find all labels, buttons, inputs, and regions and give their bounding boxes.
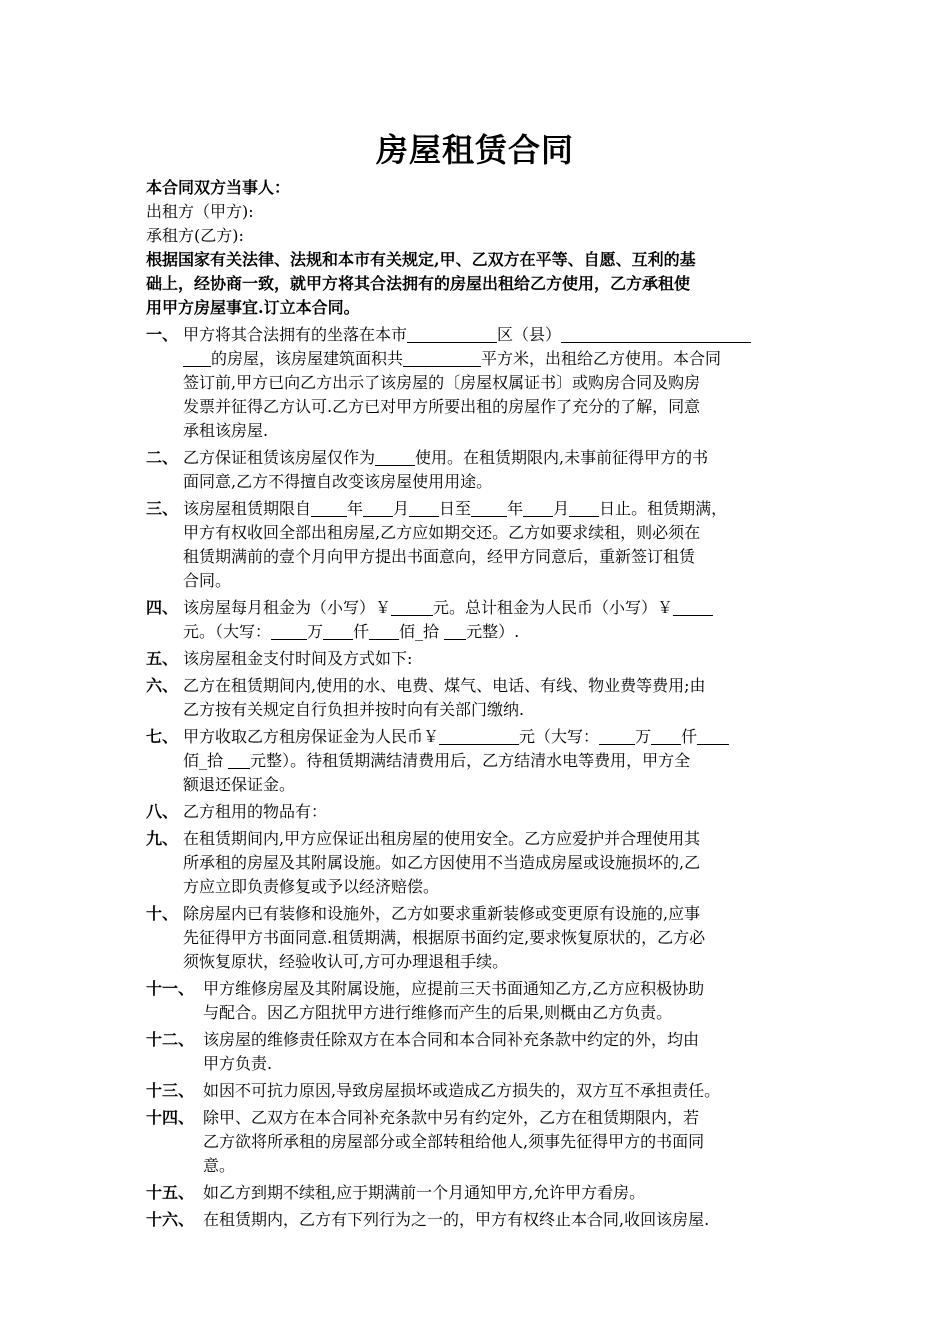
clause [146,725,816,797]
fill-in-blank[interactable] [407,325,497,343]
clause-number: 六、 [146,676,179,695]
clause-text: 平方米，出租给乙方使用。本合同 [481,349,722,368]
clause-text: 在租赁期内，乙方有下列行为之一的，甲方有权终止本合同,收回该房屋. [203,1210,710,1229]
clause-line [183,497,816,521]
clause-text: 乙方在租赁期间内,使用的水、电费、煤气、电话、有线、物业费等费用;由 [183,676,706,695]
clause-text: 元整）. [466,622,520,641]
clause-text: 甲方负责. [203,1054,273,1073]
clause-text: 年 [347,499,364,518]
clause-line [183,545,816,569]
clause-text: 与配合。因乙方阻扰甲方进行维修而产生的后果,则概由乙方负责。 [203,1003,673,1022]
clause-line [183,875,816,899]
clause-number: 五、 [146,649,179,668]
clause-line [203,1130,816,1154]
clause-text: 年 [507,499,524,518]
clause-line [183,725,816,749]
clause-text: 区（县） [497,325,562,344]
clause-text: 除房屋内已有装修和设施外，乙方如要求重新装修或变更原有设施的,应事 [183,904,701,923]
clause-line [183,521,816,545]
fill-in-blank[interactable] [183,349,211,367]
clause-number: 十四、 [146,1108,195,1127]
clause-text: 额退还保证金。 [183,775,296,794]
clause [146,323,816,443]
clause-text: 须恢复原状，经验收认可,方可办理退租手续。 [183,952,509,971]
clause-line [183,596,816,620]
clause-line [203,1208,816,1232]
clause-text: 元。总计租金为人民币（小写）￥ [433,598,674,617]
clause-text: 乙方欲将所承租的房屋部分或全部转租给他人,须事先征得甲方的书面同 [203,1132,705,1151]
clause-text: 甲方维修房屋及其附属设施，应提前三天书面通知乙方,乙方应积极协助 [203,979,705,998]
clause-line [183,371,816,395]
clause-line [183,647,816,671]
fill-in-blank[interactable] [561,325,751,343]
clause-list [146,323,816,1232]
clause-line [203,1181,816,1205]
clause-line [183,827,816,851]
clause-text: 租赁期满前的壹个月向甲方提出书面意向，经甲方同意后，重新签订租赁 [183,547,696,566]
clause-line [183,902,816,926]
fill-in-blank[interactable] [323,622,353,640]
clause [146,446,816,494]
clause-number: 十一、 [146,979,195,998]
clause-number: 十三、 [146,1081,195,1100]
fill-in-blank[interactable] [471,499,507,517]
fill-in-blank[interactable] [228,751,250,769]
lessee-line: 承租方(乙方): [146,226,244,245]
clause-text: 佰_拾 [183,751,229,770]
lessor-line: 出租方（甲方): [146,202,254,221]
clause-text: 月 [553,499,570,518]
clause [146,902,816,974]
clause-number: 九、 [146,829,179,848]
clause-text: 日止。租赁期满， [599,499,728,518]
clause-text: 意。 [203,1156,236,1175]
clause-text: 乙方租用的物品有： [183,802,328,821]
clause-text: 日至 [439,499,472,518]
clause [146,977,816,1025]
clause-line [183,470,816,494]
fill-in-blank[interactable] [375,448,415,466]
preamble-line: 用甲方房屋事宜.订立本合同。 [146,298,360,317]
clause-line [203,977,816,1001]
clause-text: 甲方将其合法拥有的坐落在本市 [183,325,408,344]
clause-text: 面同意,乙方不得擅自改变该房屋使用用途。 [183,472,493,491]
clause [146,497,816,593]
preamble-line: 根据国家有关法律、法规和本市有关规定,甲、乙双方在平等、自愿、互利的基 [146,250,696,269]
clause-text: 除甲、乙双方在本合同补充条款中另有约定外，乙方在租赁期限内，若 [203,1108,700,1127]
fill-in-blank[interactable] [271,622,307,640]
clause-number: 十、 [146,904,179,923]
clause-text: 发票并征得乙方认可.乙方已对甲方所要出租的房屋作了充分的了解，同意 [183,397,701,416]
clause-text: 所承租的房屋及其附属设施。如乙方因使用不当造成房屋或设施损坏的,乙 [183,853,701,872]
clause-number: 十五、 [146,1183,195,1202]
clause [146,1106,816,1178]
clause-text: 该房屋租金支付时间及方式如下: [183,649,413,668]
fill-in-blank[interactable] [403,349,481,367]
fill-in-blank[interactable] [599,727,635,745]
preamble-line: 础上，经协商一致，就甲方将其合法拥有的房屋出租给乙方使用，乙方承租使 [146,274,691,293]
clause-text: 甲方有权收回全部出租房屋,乙方应如期交还。乙方如要求续租，则必须在 [183,523,701,542]
document-title: 房屋租赁合同 [375,131,574,169]
clause-text: 签订前,甲方已向乙方出示了该房屋的〔房屋权属证书〕或购房合同及购房 [183,373,701,392]
clause [146,800,816,824]
clause-text: 佰_拾 [399,622,445,641]
document-body [146,176,816,1232]
clause-text: 如乙方到期不续租,应于期满前一个月通知甲方,允许甲方看房。 [203,1183,646,1202]
clause-number: 三、 [146,499,179,518]
fill-in-blank[interactable] [697,727,729,745]
clause-line [183,569,816,593]
clause-text: 甲方收取乙方租房保证金为人民币￥ [183,727,440,746]
clause-line [183,800,816,824]
fill-in-blank[interactable] [523,499,553,517]
clause-number: 八、 [146,802,179,821]
clause-text: 月 [393,499,410,518]
clause-line [183,419,816,443]
fill-in-blank[interactable] [673,598,713,616]
clause-line [183,773,816,797]
clause-text: 如因不可抗力原因,导致房屋损坏或造成乙方损失的，双方互不承担责任。 [203,1081,721,1100]
clause-text: 在租赁期间内,甲方应保证出租房屋的使用安全。乙方应爱护并合理使用其 [183,829,701,848]
fill-in-blank[interactable] [363,499,393,517]
clause-line [183,851,816,875]
clause-line [203,1079,816,1103]
clause-line [183,446,816,470]
clause-text: 元。（大写： [183,622,272,641]
clause-number: 十二、 [146,1030,195,1049]
fill-in-blank[interactable] [651,727,681,745]
clause-text: 乙方按有关规定自行负担并按时向有关部门缴纳. [183,700,525,719]
clause-line [203,1028,816,1052]
clause-line [183,926,816,950]
clause-text: 承租该房屋. [183,421,269,440]
clause-line [183,620,816,644]
clause-line [203,1001,816,1025]
clause-text: 该房屋的维修责任除双方在本合同和本合同补充条款中约定的外，均由 [203,1030,700,1049]
fill-in-blank[interactable] [444,622,466,640]
clause-line [183,950,816,974]
clause-line [183,749,816,773]
clause [146,674,816,722]
clause-line [183,347,816,371]
fill-in-blank[interactable] [439,727,519,745]
clause-line [183,395,816,419]
parties-heading: 本合同双方当事人： [146,178,291,197]
clause-number: 七、 [146,727,179,746]
clause-text: 先征得甲方书面同意.租赁期满，根据原书面约定,要求恢复原状的，乙方必 [183,928,706,947]
clause [146,1181,816,1205]
clause-text: 元（大写： [519,727,600,746]
clause-text: 万 [635,727,652,746]
clause-text: 元整）。待租赁期满结清费用后，乙方结清水电等费用，甲方全 [250,751,691,770]
clause-text: 使用。在租赁期限内,未事前征得甲方的书 [415,448,709,467]
clause [146,1208,816,1232]
clause-text: 该房屋租赁期限自 [183,499,312,518]
fill-in-blank[interactable] [311,499,347,517]
clause-number: 十六、 [146,1210,195,1229]
clause [146,827,816,899]
fill-in-blank[interactable] [369,622,399,640]
clause-text: 合同。 [183,571,232,590]
clause-text: 万 [307,622,324,641]
clause-text: 仟 [353,622,370,641]
clause [146,596,816,644]
clause [146,647,816,671]
clause-text: 仟 [681,727,698,746]
fill-in-blank[interactable] [569,499,599,517]
clause-line [183,323,816,347]
clause-number: 一、 [146,325,179,344]
clause-number: 二、 [146,448,179,467]
clause-text: 方应立即负责修复或予以经济赔偿。 [183,877,440,896]
fill-in-blank[interactable] [391,598,433,616]
clause-line [183,698,816,722]
clause-number: 四、 [146,598,179,617]
clause-line [203,1052,816,1076]
clause-text: 乙方保证租赁该房屋仅作为 [183,448,376,467]
clause-text: 的房屋，该房屋建筑面积共 [211,349,404,368]
clause-line [203,1106,816,1130]
clause-line [203,1154,816,1178]
fill-in-blank[interactable] [409,499,439,517]
clause [146,1079,816,1103]
clause-text: 该房屋每月租金为（小写）￥ [183,598,392,617]
clause [146,1028,816,1076]
clause-line [183,674,816,698]
